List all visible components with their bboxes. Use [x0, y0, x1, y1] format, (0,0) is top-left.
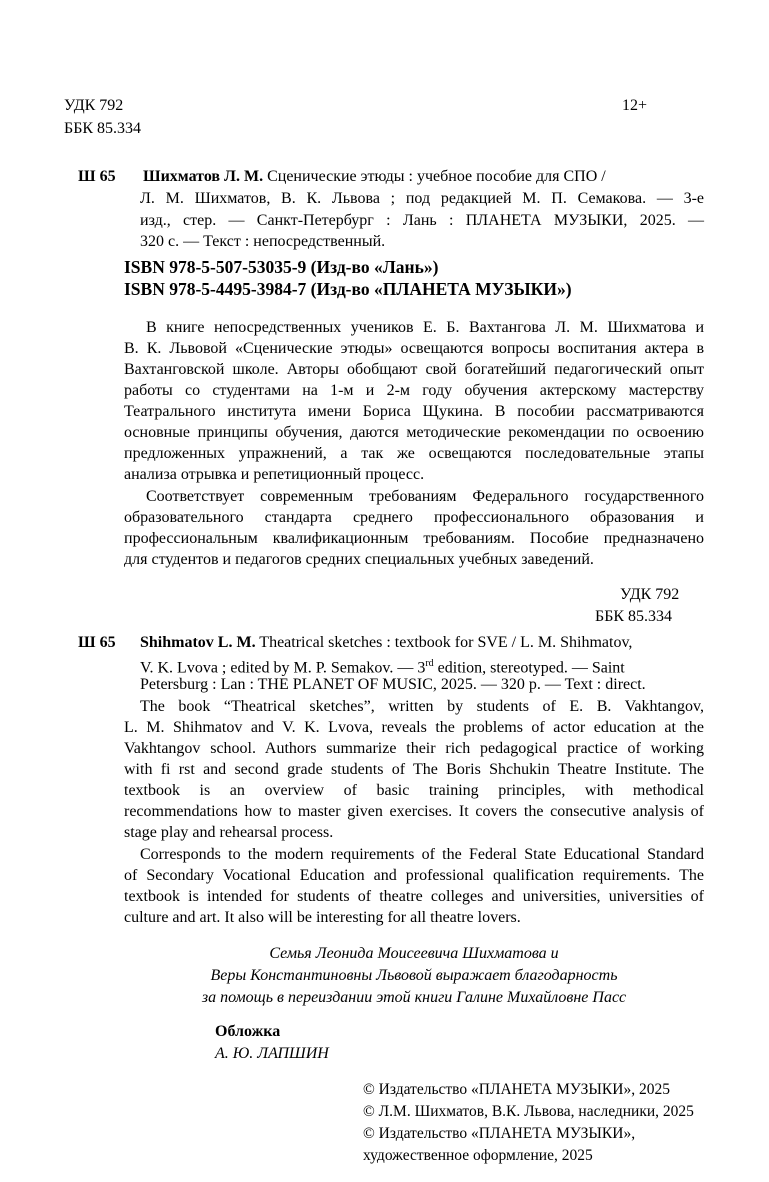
- en-annotation-line: stage play and rehearsal process.: [124, 824, 334, 841]
- isbn-lan: ISBN 978-5-507-53035-9 (Изд-во «Лань»): [124, 257, 439, 277]
- ru-entry-line-2: Л. М. Шихматов, В. К. Львова ; под редакцией М. П. Семакова. — 3-е: [140, 190, 704, 207]
- ru-annotation-line: анализа отрывка и репетиционный процесс.: [124, 466, 425, 483]
- copyright-line: © Л.М. Шихматов, В.К. Львова, наследники, 2025: [363, 1103, 694, 1120]
- en-annotation-line: L. M. Shihmatov and V. K. Lvova, reveals the problems of actor education at the: [124, 719, 704, 736]
- ru-entry-line-3: изд., стер. — Санкт-Петербург : Лань : ПЛАНЕТА МУЗЫКИ, 2025. —: [140, 212, 704, 229]
- en-annotation-line: Corresponds to the modern requirements of the Federal State Educational Standard: [140, 846, 704, 863]
- ru-annotation-line: В книге непосредственных учеников Е. Б. Вахтангова Л. М. Шихматова и: [146, 319, 704, 336]
- en-annotation-line: textbook is intended for students of theatre colleges and universities, universities of: [124, 888, 704, 905]
- udk-header: УДК 792: [64, 97, 124, 114]
- ru-entry-line-4: 320 с. — Текст : непосредственный.: [140, 233, 386, 250]
- ru-entry-line-1: [143, 167, 704, 187]
- en-annotation-line: culture and art. It also will be interesting for all theatre lovers.: [124, 909, 521, 926]
- en-annotation-line: Vakhtangov school. Authors summarize their rich pedagogical practice of working: [124, 740, 704, 757]
- copyright-line: © Издательство «ПЛАНЕТА МУЗЫКИ», 2025: [363, 1081, 670, 1098]
- en-annotation-line: with fi rst and second grade students of The Boris Shchukin Theatre Institute. The: [124, 761, 704, 778]
- cover-label: Обложка: [215, 1023, 281, 1040]
- ru-annotation-line: предложенных упражнений, а так же освещаются последовательные этапы: [124, 445, 704, 462]
- dedication-line: за помощь в переиздании этой книги Галине Михайловне Пасс: [201, 989, 627, 1006]
- dedication-line: Семья Леонида Моисеевича Шихматова и: [269, 945, 559, 962]
- ru-annotation-line: Вахтанговской школе. Авторы обобщают свой богатейший педагогический опыт: [124, 361, 704, 378]
- ru-bbk: ББК 85.334: [595, 608, 673, 625]
- ru-annotation-line: основные принципы обучения, даются методические рекомендации по освоению: [124, 424, 704, 441]
- en-entry-title: Theatrical sketches : textbook for SVE / L. M. Shihmatov,: [259, 634, 633, 651]
- ru-entry-title: Сценические этюды : учебное пособие для СПО /: [267, 168, 606, 185]
- ru-author: Шихматов Л. М.: [143, 168, 264, 185]
- copyright-line: © Издательство «ПЛАНЕТА МУЗЫКИ»,: [363, 1125, 636, 1142]
- en-entry-line-2-text: V. K. Lvova ; edited by M. P. Semakov. — 3: [140, 659, 426, 677]
- ru-annotation-line: В. К. Львовой «Сценические этюды» освещаются вопросы воспитания актера в: [124, 340, 704, 357]
- en-author: Shihmatov L. M.: [140, 634, 256, 651]
- en-annotation-line: textbook is an overview of basic training principles, with methodical: [124, 782, 704, 799]
- edition-superscript: rd: [425, 658, 434, 669]
- copyright-line: художественное оформление, 2025: [363, 1147, 593, 1164]
- ru-annotation-line: Соответствует современным требованиям Федерального государственного: [146, 488, 704, 505]
- age-rating: 12+: [622, 97, 648, 114]
- ru-annotation-line: работы со студентами на 1-м и 2-м году обучения актерскому мастерству: [124, 382, 704, 399]
- en-catalog-code: Ш 65: [78, 634, 116, 651]
- ru-annotation-line: Театрального института имени Бориса Щукина. В пособии рассматриваются: [124, 403, 704, 420]
- dedication-line: Веры Константиновны Львовой выражает благодарность: [210, 967, 618, 984]
- ru-annotation-line: профессиональным квалификационным требованиям. Пособие предназначено: [124, 530, 704, 547]
- ru-catalog-code: Ш 65: [78, 168, 116, 185]
- en-entry-line-3: Petersburg : Lan : THE PLANET OF MUSIC, 2025. — 320 p. — Text : direct.: [140, 676, 646, 693]
- en-annotation-line: The book “Theatrical sketches”, written by students of E. B. Vakhtangov,: [140, 698, 704, 715]
- en-entry-line-1: [140, 633, 704, 653]
- ru-annotation-line: для студентов и педагогов средних специальных учебных заведений.: [124, 551, 594, 568]
- en-entry-line-2-tail: edition, stereotyped. — Saint: [437, 659, 625, 677]
- ru-annotation-line: образовательного стандарта среднего профессионального образования и: [124, 509, 704, 526]
- cover-artist: А. Ю. ЛАПШИН: [215, 1045, 329, 1062]
- bbk-header: ББК 85.334: [64, 120, 142, 137]
- isbn-planeta: ISBN 978-5-4495-3984-7 (Изд-во «ПЛАНЕТА МУЗЫКИ»): [124, 279, 572, 299]
- en-annotation-line: recommendations how to master given exercises. It covers the consecutive analysis of: [124, 803, 704, 820]
- ru-udk: УДК 792: [620, 586, 680, 603]
- en-annotation-line: of Secondary Vocational Education and professional qualification requirements. The: [124, 867, 704, 884]
